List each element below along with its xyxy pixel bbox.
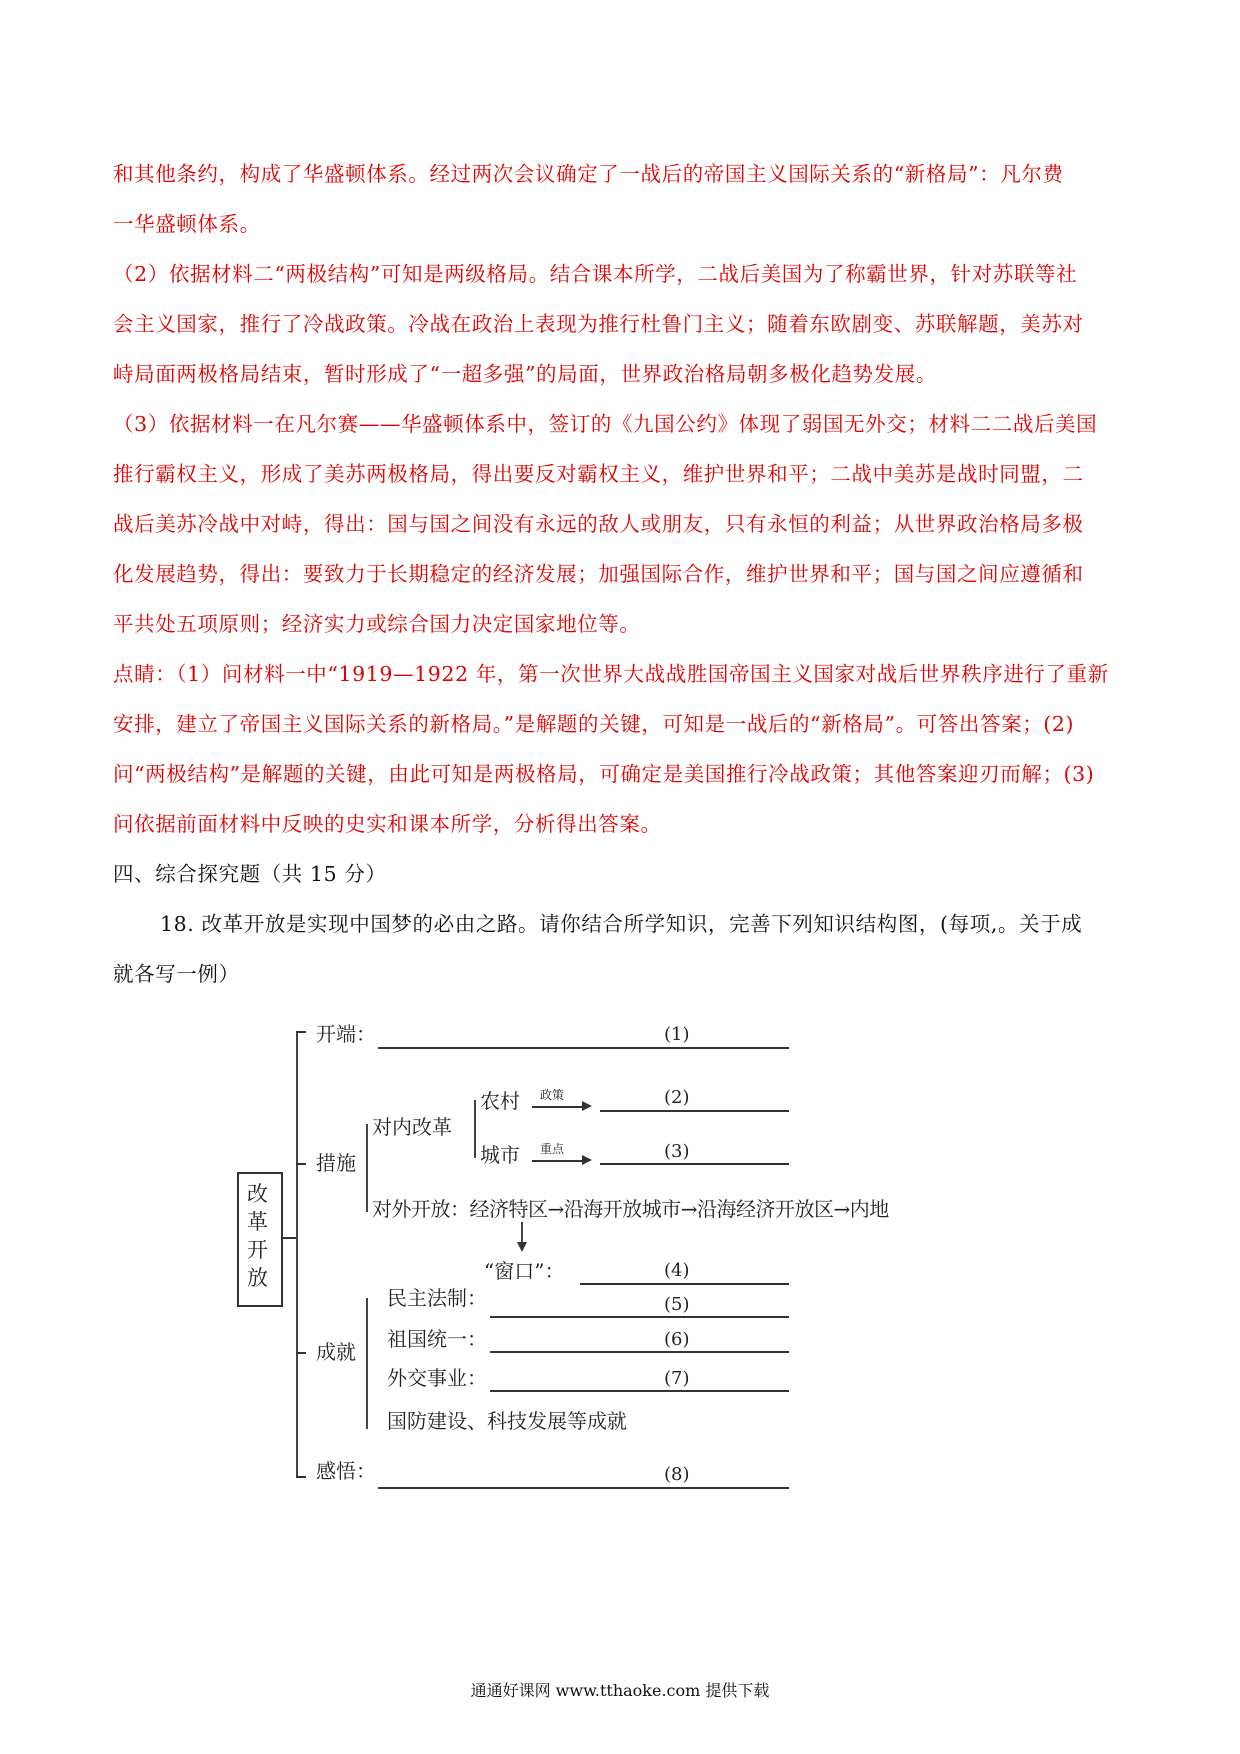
blank-line-5 [490,1316,789,1318]
root-label: 改革开放 [247,1182,268,1290]
footer: 通通好课网 www.tthaoke.com 提供下载 [470,1681,770,1700]
domestic-label: 对内改革 [372,1115,452,1139]
blank-number: (1) [664,1024,690,1045]
hint-line: 安排，建立了帝国主义国际关系的新格局。”是解题的关键，可知是一战后的“新格局”。可答出答案；(2) [113,712,1075,736]
blank-line-2 [600,1110,789,1112]
question-text: 就各写一例） [113,962,240,986]
answer-line: 推行霸权主义，形成了美苏两极格局，得出要反对霸权主义，维护世界和平；二战中美苏是战时同盟，二 [113,462,1084,486]
blank-number: (7) [664,1368,690,1389]
blank-number: (6) [664,1329,690,1350]
answer-line: （2）依据材料二“两极结构”可知是两级格局。结合课本所学，二战后美国为了称霸世界，针对苏联等社 [113,262,1078,286]
answer-line: 化发展趋势，得出：要致力于长期稳定的经济发展；加强国际合作，维护世界和平；国与国之间应遵循和 [113,562,1084,586]
blank-number: (8) [664,1464,690,1485]
section-title: 四、综合探究题（共 15 分） [113,862,387,886]
arrow-head-icon [582,1101,592,1111]
rural-arrow-label: 政策 [540,1088,565,1102]
start-label: 开端： [316,1022,376,1046]
connector [296,1352,306,1354]
democracy-label: 民主法制： [387,1286,487,1310]
answer-line: （3）依据材料一在凡尔赛——华盛顿体系中，签订的《九国公约》体现了弱国无外交；材料二二战后美国 [113,412,1098,436]
opening-label: 对外开放：经济特区→沿海开放城市→沿海经济开放区→内地 [372,1197,889,1221]
arrow [521,1222,523,1244]
arrow [532,1106,584,1108]
blank-line-7 [490,1390,789,1392]
domestic-bracket [474,1100,476,1158]
arrow-down-icon [517,1242,527,1252]
reunification-label: 祖国统一： [387,1327,487,1351]
hint-line: 问依据前面材料中反映的史实和课本所学，分析得出答案。 [113,812,662,836]
answer-line: 会主义国家，推行了冷战政策。冷战在政治上表现为推行杜鲁门主义；随着东欧剧变、苏联解题，美苏对 [113,312,1084,336]
connector [296,1163,306,1165]
blank-line-3 [600,1163,789,1165]
answer-line: 峙局面两极格局结束，暂时形成了“一超多强”的局面，世界政治格局朝多极化趋势发展。 [113,362,937,386]
achievements-label: 成就 [316,1340,356,1364]
arrow-head-icon [582,1155,592,1165]
defense-label: 国防建设、科技发展等成就 [387,1409,627,1433]
blank-line-8 [378,1487,789,1489]
blank-number: (2) [664,1087,690,1108]
rural-label: 农村 [480,1089,520,1113]
hint-line: 问“两极结构”是解题的关键，由此可知是两极格局，可确定是美国推行冷战政策；其他答案迎刃而解；(3) [113,762,1095,786]
answer-line: 平共处五项原则；经济实力或综合国力决定国家地位等。 [113,612,641,636]
achievements-bracket [366,1298,368,1429]
blank-line-4 [580,1283,789,1285]
answer-line: 战后美苏冷战中对峙，得出：国与国之间没有永远的敌人或朋友，只有永恒的利益；从世界政治格局多极 [113,512,1084,536]
measures-label: 措施 [316,1151,356,1175]
blank-line-6 [490,1351,789,1353]
blank-number: (4) [664,1260,690,1281]
blank-number: (5) [664,1294,690,1315]
connector [296,1476,306,1478]
blank-number: (3) [664,1141,690,1162]
window-label: “窗口”： [484,1259,565,1283]
hint-line: 点睛：（1）问材料一中“1919—1922 年，第一次世界大战战胜国帝国主义国家对战后世界秩序进行了重新 [113,662,1109,686]
reflection-label: 感悟： [316,1459,376,1483]
blank-line-1 [378,1047,789,1049]
answer-line: 和其他条约，构成了华盛顿体系。经过两次会议确定了一战后的帝国主义国际关系的“新格局”：凡尔费 [113,162,1064,186]
measures-bracket [366,1124,368,1212]
urban-arrow-label: 重点 [540,1142,565,1156]
question-text: 18. 改革开放是实现中国梦的必由之路。请你结合所学知识，完善下列知识结构图，(每项,。关于成 [160,912,1083,936]
diplomacy-label: 外交事业： [387,1366,487,1390]
urban-label: 城市 [480,1143,520,1167]
main-bracket [296,1031,298,1478]
answer-line: 一华盛顿体系。 [113,212,261,236]
connector [281,1237,296,1239]
arrow [532,1160,584,1162]
connector [296,1031,306,1033]
